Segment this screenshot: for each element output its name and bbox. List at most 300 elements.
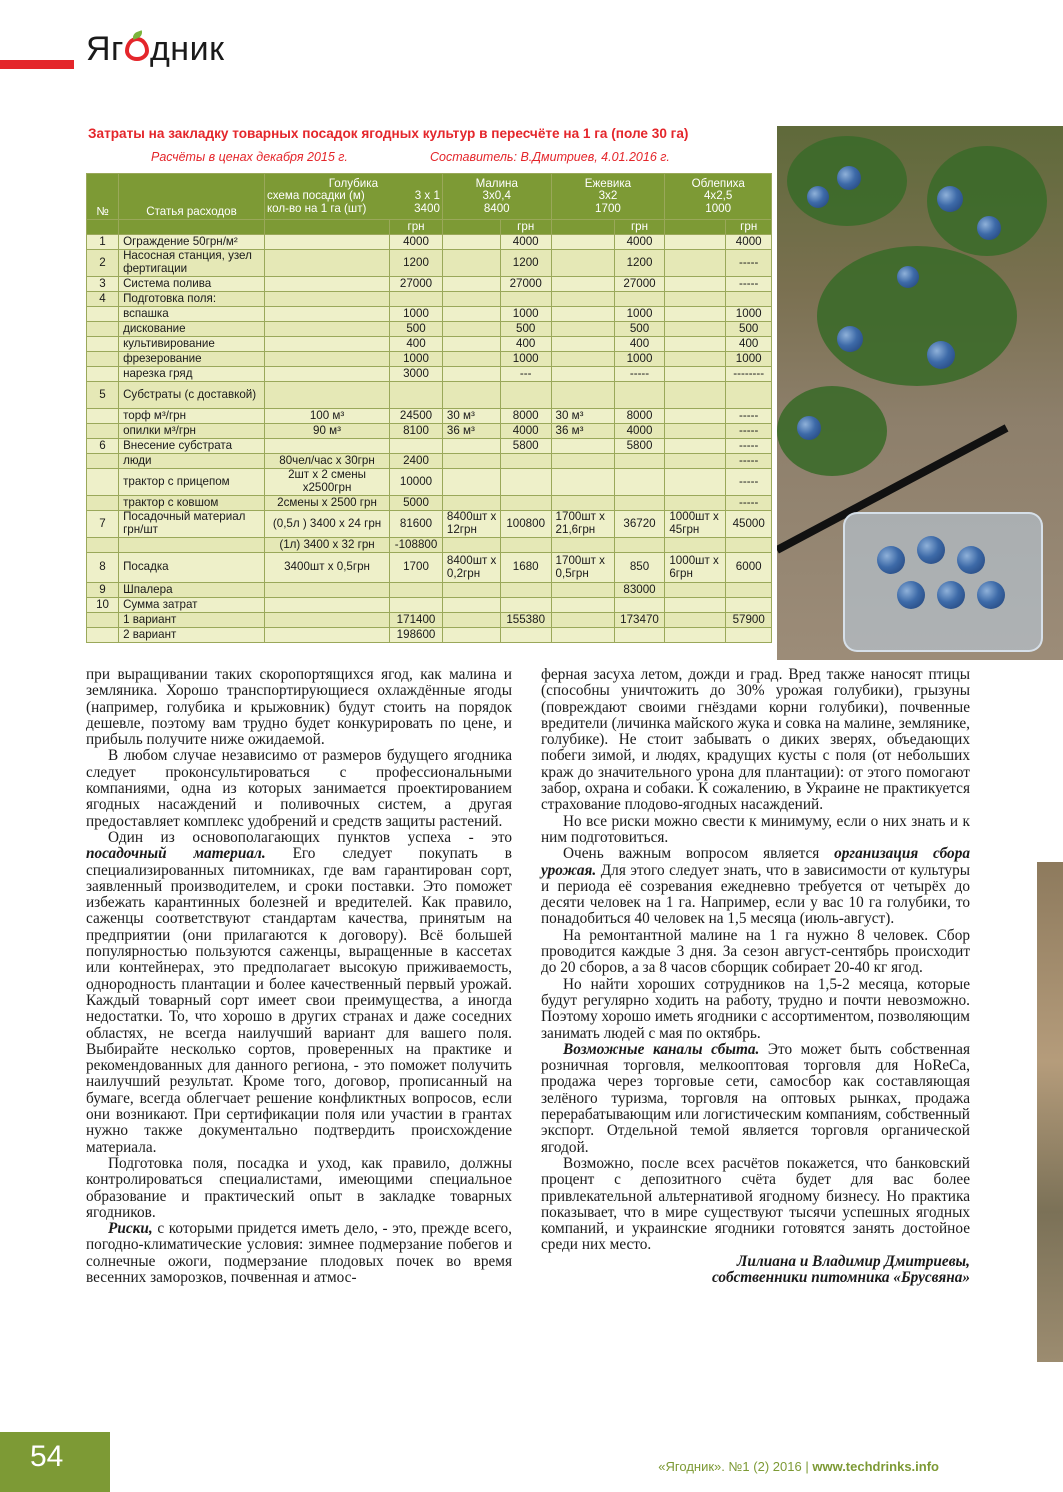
row-item: Сумма затрат xyxy=(119,598,265,613)
seabuckthorn-note xyxy=(665,292,726,307)
seabuckthorn-cost xyxy=(726,598,772,613)
seabuckthorn-cost: 57900 xyxy=(726,613,772,628)
raspberry-cost: 1000 xyxy=(500,352,551,367)
raspberry-note xyxy=(442,352,500,367)
col-header-seabuckthorn xyxy=(665,174,772,220)
seabuckthorn-cost: ----- xyxy=(726,439,772,454)
blackberry-cost xyxy=(614,538,665,553)
paragraph xyxy=(86,830,512,1156)
blueberry-note xyxy=(264,292,389,307)
raspberry-note: 30 м³ xyxy=(442,409,500,424)
raspberry-note xyxy=(442,277,500,292)
blueberry-cost xyxy=(390,583,443,598)
row-number xyxy=(87,424,119,439)
blueberry-cost: 10000 xyxy=(390,469,443,496)
table-row xyxy=(87,424,772,439)
raspberry-cost: 100800 xyxy=(500,511,551,538)
row-number: 3 xyxy=(87,277,119,292)
table-row xyxy=(87,598,772,613)
seabuckthorn-cost: ----- xyxy=(726,469,772,496)
seabuckthorn-note xyxy=(665,628,726,643)
raspberry-note xyxy=(442,292,500,307)
blackberry-note xyxy=(551,250,614,277)
logo-text-end: дник xyxy=(149,30,225,68)
blueberry-scheme-label: схема посадки (м) xyxy=(266,189,365,203)
seabuckthorn-note xyxy=(665,469,726,496)
raspberry-cost: 400 xyxy=(500,337,551,352)
blueberry-note xyxy=(264,628,389,643)
footer-website[interactable]: www.techdrinks.info xyxy=(812,1459,939,1474)
blueberry-cost xyxy=(390,598,443,613)
blueberry-note xyxy=(264,250,389,277)
blackberry-name: Ежевика xyxy=(584,176,632,190)
seabuckthorn-note xyxy=(665,598,726,613)
blueberry-cost: 400 xyxy=(390,337,443,352)
unit-empty xyxy=(442,220,500,235)
berry-in-box xyxy=(897,581,925,609)
berry-in-box xyxy=(977,581,1005,609)
row-item: фрезерование xyxy=(119,352,265,367)
seabuckthorn-cost: 45000 xyxy=(726,511,772,538)
magazine-logo xyxy=(86,30,224,69)
row-number xyxy=(87,307,119,322)
row-number xyxy=(87,628,119,643)
blackberry-note xyxy=(551,322,614,337)
raspberry-cost: --- xyxy=(500,367,551,382)
seabuckthorn-note xyxy=(665,235,726,250)
blueberry-cost xyxy=(390,439,443,454)
row-number: 6 xyxy=(87,439,119,454)
table-row xyxy=(87,367,772,382)
emphasis-planting-material: посадочный материал. xyxy=(86,845,266,863)
blueberry-note xyxy=(264,322,389,337)
blueberry-cost: -108800 xyxy=(390,538,443,553)
raspberry-note xyxy=(442,235,500,250)
table-row xyxy=(87,553,772,583)
seabuckthorn-cost xyxy=(726,538,772,553)
blackberry-note xyxy=(551,307,614,322)
unit-grn: грн xyxy=(614,220,665,235)
blueberry-name: Голубика xyxy=(328,176,379,190)
paragraph xyxy=(541,1042,970,1156)
raspberry-note xyxy=(442,469,500,496)
cost-table xyxy=(86,173,772,643)
paragraph-text: с которыми придется иметь дело, - это, прежде всего, погодно-климатические условия: зимнее подмерзание побегов и солнечные ожоги, подмерзание плодовых почек во время весенних заморозков, почвенная и атмос- xyxy=(86,1220,513,1286)
raspberry-cost: 4000 xyxy=(500,424,551,439)
paragraph: Но все риски можно свести к минимуму, если о них знать и к ним подготовиться. xyxy=(541,812,970,846)
blackberry-count: 1700 xyxy=(595,201,621,215)
seabuckthorn-cost: ----- xyxy=(726,250,772,277)
table-row xyxy=(87,613,772,628)
blackberry-note xyxy=(551,454,614,469)
table-row xyxy=(87,307,772,322)
row-item: трактор с ковшом xyxy=(119,496,265,511)
seabuckthorn-note xyxy=(665,277,726,292)
blackberry-note xyxy=(551,439,614,454)
col-header-blueberry xyxy=(264,174,442,220)
table-row xyxy=(87,277,772,292)
footer xyxy=(658,1459,939,1474)
row-number xyxy=(87,538,119,553)
row-item xyxy=(119,538,265,553)
seabuckthorn-cost: ----- xyxy=(726,409,772,424)
raspberry-note xyxy=(442,322,500,337)
paragraph xyxy=(86,1221,512,1286)
blackberry-note xyxy=(551,598,614,613)
blackberry-note xyxy=(551,337,614,352)
raspberry-cost: 27000 xyxy=(500,277,551,292)
seabuckthorn-note xyxy=(665,583,726,598)
berry-cluster xyxy=(977,216,1001,240)
row-number xyxy=(87,454,119,469)
blackberry-cost xyxy=(614,382,665,409)
paragraph-text: Один из основополагающих пунктов успеха - это xyxy=(108,828,512,846)
blueberry-cost: 8100 xyxy=(390,424,443,439)
raspberry-note xyxy=(442,496,500,511)
table-subtitle-author: Составитель: В.Дмитриев, 4.01.2016 г. xyxy=(430,150,670,164)
blueberry-cost: 24500 xyxy=(390,409,443,424)
blueberry-cost: 5000 xyxy=(390,496,443,511)
row-item: люди xyxy=(119,454,265,469)
row-number xyxy=(87,337,119,352)
paragraph: Возможно, после всех расчётов покажется, что банковский процент с депозитного счёта будет для вас более привлекательной альтернативой ягодному бизнесу. Но практика показывает, что в мире существуют тысячи успешных ягодных компаний, и украинские ягодники готовятся занять достойное среди них место. xyxy=(541,1154,970,1254)
blackberry-cost: 500 xyxy=(614,322,665,337)
unit-empty xyxy=(665,220,726,235)
seabuckthorn-note: 1000шт х 6грн xyxy=(665,553,726,583)
blueberry-cost: 171400 xyxy=(390,613,443,628)
row-number: 10 xyxy=(87,598,119,613)
berry-cluster xyxy=(807,186,829,208)
blueberry-note: (1л) 3400 х 32 грн xyxy=(264,538,389,553)
raspberry-cost: 155380 xyxy=(500,613,551,628)
raspberry-note: 8400шт х 0,2грн xyxy=(442,553,500,583)
blueberry-note xyxy=(264,439,389,454)
raspberry-note xyxy=(442,307,500,322)
page-number: 54 xyxy=(30,1440,64,1473)
seabuckthorn-note xyxy=(665,382,726,409)
table-row xyxy=(87,250,772,277)
blackberry-note: 36 м³ xyxy=(551,424,614,439)
table-row xyxy=(87,628,772,643)
blackberry-cost xyxy=(614,496,665,511)
seabuckthorn-cost: ----- xyxy=(726,424,772,439)
col-header-raspberry xyxy=(442,174,551,220)
blackberry-note xyxy=(551,382,614,409)
raspberry-scheme: 3х0,4 xyxy=(482,189,511,203)
blackberry-note xyxy=(551,277,614,292)
row-item: культивирование xyxy=(119,337,265,352)
raspberry-cost: 5800 xyxy=(500,439,551,454)
blueberry-cost: 1000 xyxy=(390,352,443,367)
berry-cluster xyxy=(897,266,919,288)
header-red-bar xyxy=(0,60,74,69)
unit-empty xyxy=(119,220,265,235)
seabuckthorn-count: 1000 xyxy=(705,201,732,215)
seabuckthorn-cost: 500 xyxy=(726,322,772,337)
table-row xyxy=(87,409,772,424)
raspberry-cost: 500 xyxy=(500,322,551,337)
blackberry-cost: 173470 xyxy=(614,613,665,628)
photo-foliage xyxy=(777,386,887,476)
raspberry-cost: 1000 xyxy=(500,307,551,322)
berry-in-box xyxy=(917,536,945,564)
raspberry-cost: 8000 xyxy=(500,409,551,424)
raspberry-cost xyxy=(500,496,551,511)
blackberry-cost: 1000 xyxy=(614,352,665,367)
seabuckthorn-note xyxy=(665,337,726,352)
blackberry-note xyxy=(551,469,614,496)
cost-table-body xyxy=(87,235,772,643)
blueberry-cost: 1200 xyxy=(390,250,443,277)
raspberry-cost xyxy=(500,538,551,553)
blackberry-note xyxy=(551,367,614,382)
blueberry-note xyxy=(264,382,389,409)
row-number: 9 xyxy=(87,583,119,598)
footer-separator: | xyxy=(805,1459,809,1474)
raspberry-cost xyxy=(500,628,551,643)
table-row xyxy=(87,382,772,409)
blackberry-note xyxy=(551,583,614,598)
row-item: Субстраты (с доставкой) xyxy=(119,382,265,409)
blackberry-note: 1700шт х 0,5грн xyxy=(551,553,614,583)
row-number xyxy=(87,496,119,511)
row-number xyxy=(87,322,119,337)
row-item: Система полива xyxy=(119,277,265,292)
raspberry-note xyxy=(442,337,500,352)
raspberry-name: Малина xyxy=(475,176,518,190)
blueberry-cost xyxy=(390,292,443,307)
blackberry-cost: 4000 xyxy=(614,424,665,439)
raspberry-note xyxy=(442,454,500,469)
blackberry-cost: 83000 xyxy=(614,583,665,598)
seabuckthorn-name: Облепиха xyxy=(691,176,745,190)
blueberry-cost: 81600 xyxy=(390,511,443,538)
blueberry-note xyxy=(264,367,389,382)
row-item: Посадка xyxy=(119,553,265,583)
row-number xyxy=(87,613,119,628)
blackberry-scheme: 3х2 xyxy=(598,189,618,203)
seabuckthorn-cost: ----- xyxy=(726,496,772,511)
row-number xyxy=(87,367,119,382)
raspberry-note: 8400шт х 12грн xyxy=(442,511,500,538)
emphasis-sales-channels: Возможные каналы сбыта. xyxy=(563,1040,760,1058)
raspberry-cost xyxy=(500,583,551,598)
raspberry-note xyxy=(442,250,500,277)
blueberry-count: 3400 xyxy=(414,201,440,215)
blackberry-cost: 850 xyxy=(614,553,665,583)
row-item: трактор с прицепом xyxy=(119,469,265,496)
seabuckthorn-note xyxy=(665,496,726,511)
author-names: Лилиана и Владимир Дмитриевы, xyxy=(736,1252,970,1270)
raspberry-cost: 4000 xyxy=(500,235,551,250)
raspberry-count: 8400 xyxy=(483,201,510,215)
berry-cluster xyxy=(837,166,861,190)
seabuckthorn-note xyxy=(665,409,726,424)
table-row xyxy=(87,352,772,367)
article-left-column xyxy=(86,667,512,1286)
seabuckthorn-cost: -------- xyxy=(726,367,772,382)
row-item: дискование xyxy=(119,322,265,337)
seabuckthorn-cost: 4000 xyxy=(726,235,772,250)
blueberry-cost: 4000 xyxy=(390,235,443,250)
seabuckthorn-note xyxy=(665,367,726,382)
blackberry-cost xyxy=(614,469,665,496)
seabuckthorn-note xyxy=(665,439,726,454)
blueberry-cost: 2400 xyxy=(390,454,443,469)
row-item: Ограждение 50грн/м² xyxy=(119,235,265,250)
blackberry-cost: 5800 xyxy=(614,439,665,454)
blackberry-note xyxy=(551,613,614,628)
row-number: 1 xyxy=(87,235,119,250)
blueberry-note: (0,5л ) 3400 х 24 грн xyxy=(264,511,389,538)
raspberry-cost: 1200 xyxy=(500,250,551,277)
blackberry-note xyxy=(551,292,614,307)
table-row xyxy=(87,511,772,538)
blackberry-note xyxy=(551,352,614,367)
unit-grn: грн xyxy=(390,220,443,235)
seabuckthorn-note xyxy=(665,538,726,553)
blueberry-note: 2смены х 2500 грн xyxy=(264,496,389,511)
row-item: вспашка xyxy=(119,307,265,322)
blackberry-note xyxy=(551,628,614,643)
blueberry-cost: 1700 xyxy=(390,553,443,583)
row-item: торф м³/грн xyxy=(119,409,265,424)
emphasis-risks: Риски, xyxy=(108,1220,153,1238)
blueberry-cost: 3000 xyxy=(390,367,443,382)
seabuckthorn-note xyxy=(665,424,726,439)
unit-empty xyxy=(87,220,119,235)
blueberry-note xyxy=(264,583,389,598)
row-number: 8 xyxy=(87,553,119,583)
edge-photo-strip xyxy=(1037,862,1063,1362)
raspberry-cost xyxy=(500,454,551,469)
author-affiliation: собственники питомника «Брусвяна» xyxy=(712,1268,970,1286)
raspberry-cost xyxy=(500,598,551,613)
blueberry-note xyxy=(264,352,389,367)
raspberry-cost: 1680 xyxy=(500,553,551,583)
paragraph: На ремонтантной малине на 1 га нужно 8 человек. Сбор проводится каждые 3 дня. За сезон август-сентябрь происходит до 20 сборов, а за 8 часов сборщик собирает 20-40 кг ягод. xyxy=(541,926,970,977)
blackberry-cost: 1200 xyxy=(614,250,665,277)
col-header-num: № xyxy=(87,174,119,220)
paragraph: при выращивании таких скоропортящихся ягод, как малина и земляника. Хорошо транспортирующиеся охлаждённые ягоды (например, голубика и крыжовник) будут стоить на порядок дешевле, поэтому вам трудно будет конкурировать по цене, и прибыль получите ниже ожидаемой. xyxy=(86,666,512,749)
table-row xyxy=(87,454,772,469)
berry-cluster xyxy=(927,341,955,369)
article-right-column xyxy=(541,667,970,1286)
paragraph-text: Очень важным вопросом является xyxy=(563,845,820,863)
col-header-blackberry xyxy=(551,174,665,220)
blackberry-note: 30 м³ xyxy=(551,409,614,424)
row-number xyxy=(87,352,119,367)
row-item: нарезка гряд xyxy=(119,367,265,382)
blueberry-cost xyxy=(390,382,443,409)
berry-cluster xyxy=(837,326,863,352)
table-row xyxy=(87,496,772,511)
berry-in-box xyxy=(937,581,965,609)
table-row xyxy=(87,322,772,337)
paragraph: Но найти хороших сотрудников на 1,5-2 месяца, которые будут регулярно ходить на работу, трудно и почти невозможно. Поэтому хорошо иметь ягодники с ассортиментом, позволяющим занимать людей с мая по октябрь. xyxy=(541,975,970,1042)
row-item: Насосная станция, узел фертигации xyxy=(119,250,265,277)
table-row xyxy=(87,538,772,553)
paragraph: Подготовка поля, посадка и уход, как правило, должны контролироваться специалистами, имеющими специальное образование и практический опыт в закладке товарных ягодников. xyxy=(86,1154,512,1221)
berry-logo-icon xyxy=(125,37,149,61)
blackberry-cost xyxy=(614,598,665,613)
blueberry-note: 3400шт х 0,5грн xyxy=(264,553,389,583)
raspberry-note xyxy=(442,382,500,409)
row-number: 4 xyxy=(87,292,119,307)
table-subtitle-prices: Расчёты в ценах декабря 2015 г. xyxy=(151,150,348,164)
blackberry-note xyxy=(551,496,614,511)
raspberry-cost xyxy=(500,469,551,496)
paragraph: В любом случае независимо от размеров будущего ягодника следует проконсультироваться с профессиональными компаниями, одна из которых занимается проектированием ягодных насаждений и поливочных систем, а другая предоставляет комплекс удобрений и средств защиты растений. xyxy=(86,747,512,830)
table-row xyxy=(87,439,772,454)
row-item: 1 вариант xyxy=(119,613,265,628)
blackberry-cost: 1000 xyxy=(614,307,665,322)
blackberry-cost: 8000 xyxy=(614,409,665,424)
raspberry-note xyxy=(442,439,500,454)
seabuckthorn-cost xyxy=(726,628,772,643)
berry-in-box xyxy=(877,546,905,574)
row-number: 2 xyxy=(87,250,119,277)
unit-empty xyxy=(551,220,614,235)
photo-foliage xyxy=(817,246,1017,386)
blueberry-note xyxy=(264,307,389,322)
seabuckthorn-cost xyxy=(726,292,772,307)
seabuckthorn-note xyxy=(665,613,726,628)
raspberry-note xyxy=(442,367,500,382)
raspberry-note xyxy=(442,583,500,598)
footer-issue: «Ягодник». №1 (2) 2016 xyxy=(658,1459,802,1474)
blueberry-note: 100 м³ xyxy=(264,409,389,424)
blueberry-note: 80чел/час х 30грн xyxy=(264,454,389,469)
raspberry-note: 36 м³ xyxy=(442,424,500,439)
seabuckthorn-cost xyxy=(726,382,772,409)
table-title: Затраты на закладку товарных посадок ягодных культур в пересчёте на 1 га (поле 30 га) xyxy=(88,126,689,141)
blackberry-cost: 400 xyxy=(614,337,665,352)
blueberry-cost: 27000 xyxy=(390,277,443,292)
seabuckthorn-note xyxy=(665,322,726,337)
row-item: Подготовка поля: xyxy=(119,292,265,307)
row-item: 2 вариант xyxy=(119,628,265,643)
blackberry-cost xyxy=(614,292,665,307)
unit-grn: грн xyxy=(726,220,772,235)
blackberry-note xyxy=(551,538,614,553)
table-row xyxy=(87,337,772,352)
blueberry-note xyxy=(264,337,389,352)
blackberry-note: 1700шт х 21,6грн xyxy=(551,511,614,538)
row-number: 7 xyxy=(87,511,119,538)
blackberry-cost xyxy=(614,628,665,643)
raspberry-cost xyxy=(500,292,551,307)
emphasis-harvest: организация сбора урожая. xyxy=(541,845,970,879)
raspberry-note xyxy=(442,628,500,643)
seabuckthorn-cost: ----- xyxy=(726,454,772,469)
blackberry-cost xyxy=(614,454,665,469)
row-number xyxy=(87,469,119,496)
berry-in-box xyxy=(957,546,985,574)
blackberry-cost: 27000 xyxy=(614,277,665,292)
seabuckthorn-note xyxy=(665,307,726,322)
seabuckthorn-cost xyxy=(726,583,772,598)
logo-text-start: Яг xyxy=(86,30,124,68)
berry-cluster xyxy=(797,416,821,440)
blackberry-cost: 36720 xyxy=(614,511,665,538)
blueberry-note: 2шт х 2 смены х2500грн xyxy=(264,469,389,496)
row-number xyxy=(87,409,119,424)
paragraph-text: Это может быть собственная розничная торговля, мелкооптовая торговля для HoReCa, продажа через торговые сети, самосбор как составляющая зелёного туризма, торговля на оптовых рынках, продажа перерабатывающим или логистическим компаниям, собственный экспорт. Отдельной темой является торговля органической ягодой. xyxy=(541,1040,970,1156)
table-row xyxy=(87,469,772,496)
seabuckthorn-cost: ----- xyxy=(726,277,772,292)
paragraph-text: Для этого следует знать, что в зависимости от культуры и периода её созревания ежедневно требуется от четырёх до десяти человек на 1 га. Например, если у вас 10 га голубики, то понадобиться 40 человек на 1,5 месяца (июль-август). xyxy=(541,861,970,928)
